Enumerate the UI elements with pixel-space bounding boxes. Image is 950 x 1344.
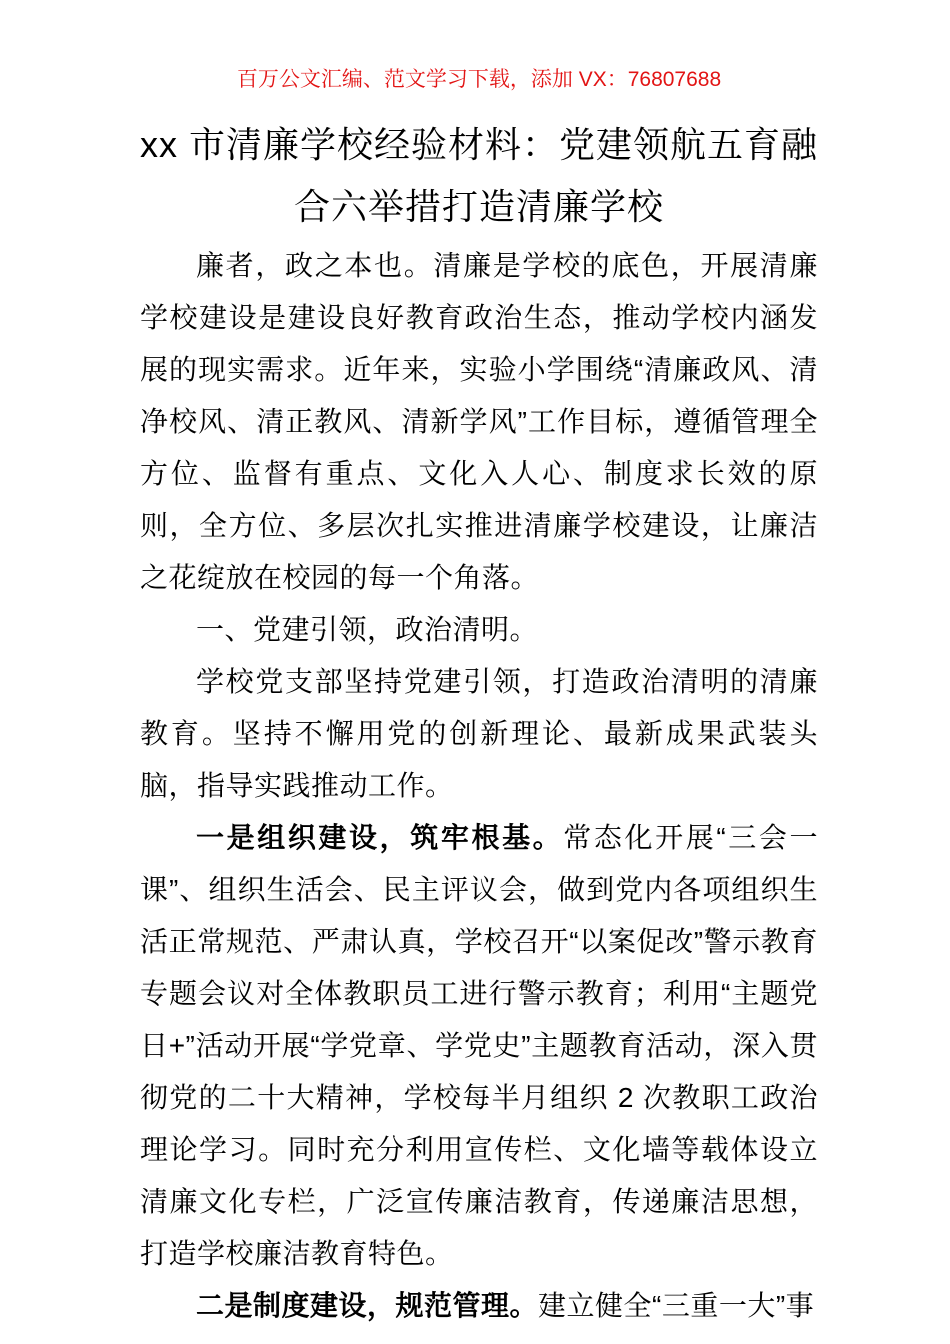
paragraph-text: 建立健全“三重一大”事 — [538, 1290, 815, 1321]
section-heading-1 — [140, 604, 818, 656]
paragraph-text: 廉者，政之本也。清廉是学校的底色，开展清廉学校建设是建设良好教育政治生态，推动学校内涵发展的现实需求。近年来，实验小学围绕“清廉政风、清净校风、清正教风、清新学风”工作目标，遵循管理全方位、监督有重点、文化入人心、制度求长效的原则，全方位、多层次扎实推进清廉学校建设，让廉洁之花绽放在校园的每一个角落。 — [140, 250, 818, 593]
paragraph-point-1 — [140, 812, 818, 1280]
section-heading-text: 一、党建引领，政治清明。 — [196, 614, 539, 645]
paragraph-opening — [140, 240, 818, 604]
document-title: xx 市清廉学校经验材料：党建领航五育融合六举措打造清廉学校 — [140, 124, 819, 227]
paragraph-lead-bold: 二是制度建设，规范管理。 — [196, 1290, 539, 1321]
document-body — [140, 240, 818, 1332]
paragraph-text: 学校党支部坚持党建引领，打造政治清明的清廉教育。坚持不懈用党的创新理论、最新成果武装头脑，指导实践推动工作。 — [140, 666, 818, 801]
paragraph-point-2 — [140, 1280, 818, 1332]
paragraph-lead-bold: 一是组织建设，筑牢根基。 — [196, 822, 564, 853]
paragraph-text: 常态化开展“三会一课”、组织生活会、民主评议会，做到党内各项组织生活正常规范、严肃认真，学校召开“以案促改”警示教育专题会议对全体教职员工进行警示教育；利用“主题党日+”活动开展“学党章、学党史”主题教育活动，深入贯彻党的二十大精神，学校每半月组织 2 次教职工政治理论学习。同时充分利用宣传栏、文化墙等载体设立清廉文化专栏，广泛宣传廉洁教育，传递廉洁思想，打造学校廉洁教育特色。 — [140, 822, 818, 1269]
promo-header-text: 百万公文汇编、范文学习下载，添加 VX：76807688 — [236, 68, 722, 91]
paragraph-party-building — [140, 656, 818, 812]
